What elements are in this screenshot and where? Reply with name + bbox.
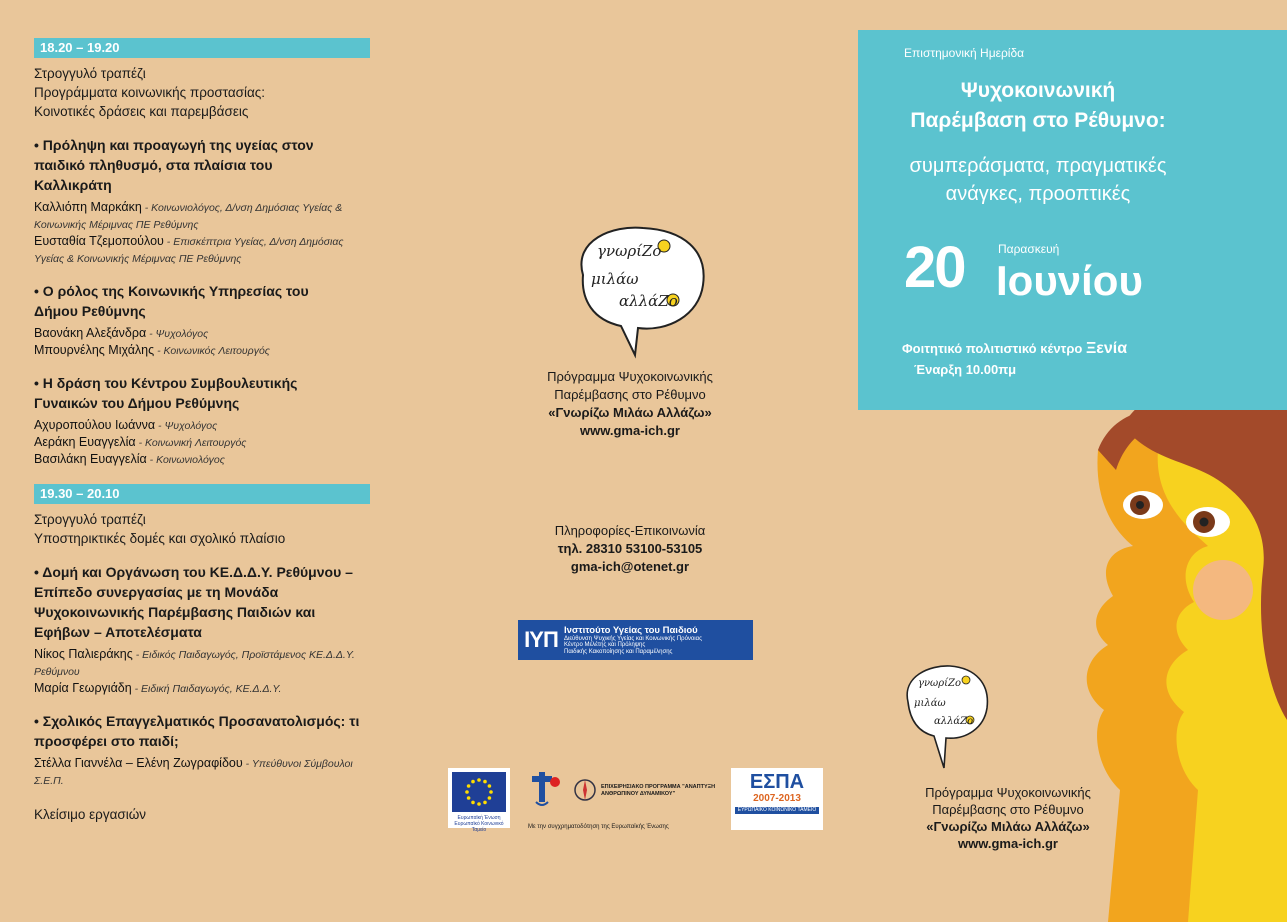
event-weekday: Παρασκευή (998, 242, 1060, 256)
bubble-line-3: αλλάΖο (934, 716, 974, 727)
intro-line: Υποστηρικτικές δομές και σχολικό πλαίσιο (34, 531, 286, 546)
speaker-name: Μπουρνέλης Μιχάλης (34, 343, 155, 357)
program-name: «Γνωρίζω Μιλάω Αλλάζω» (926, 819, 1090, 834)
speaker (34, 755, 374, 789)
speaker-list (34, 417, 374, 468)
speaker (34, 451, 374, 468)
speaker-name: Μαρία Γεωργιάδη (34, 681, 132, 695)
contact-info (470, 522, 790, 576)
speaker-list (34, 755, 374, 789)
contact-heading: Πληροφορίες-Επικοινωνία (554, 523, 706, 538)
speaker-list (34, 325, 374, 359)
speaker (34, 199, 374, 233)
speaker-name: Στέλλα Γιαννέλα – Ελένη Ζωγραφίδου (34, 756, 243, 770)
greek-republic-logo-icon (528, 772, 564, 816)
event-day-number: 20 (904, 235, 965, 300)
speaker (34, 325, 374, 342)
iyp-name: Ινστιτούτο Υγείας του Παιδιού (564, 624, 698, 636)
speaker-role: - Υπεύθυνοι Σύμβουλοι Σ.Ε.Π. (34, 758, 353, 787)
speaker-role: - Κοινωνιολόγος, Δ/νση Δημόσιας Υγείας & Κοινωνικής Μέριμνας ΠΕ Ρεθύμνης (34, 202, 343, 231)
topic-title: • Ο ρόλος της Κοινωνικής Υπηρεσίας του Δήμου Ρεθύμνης (34, 283, 309, 319)
closing-text: Κλείσιμο εργασιών (34, 807, 147, 822)
topic-title: • Δομή και Οργάνωση του ΚΕ.Δ.Δ.Υ. Ρεθύμνου – Επίπεδο συνεργασίας με τη Μονάδα Ψυχοκοινωνικής Παρέμβασης Παιδιών και Εφήβων – Αποτελέσματα (34, 564, 353, 640)
speaker (34, 417, 374, 434)
event-title-line: Παρέμβαση στο Ρέθυμνο: (910, 109, 1166, 132)
bubble-line-3: αλλάΖο (619, 292, 678, 310)
session1-intro (34, 64, 374, 121)
event-start-time: Έναρξη 10.00πμ (914, 362, 1017, 377)
event-month: Ιουνίου (996, 257, 1143, 304)
topic-title: • Σχολικός Επαγγελματικός Προσανατολισμός: τι προσφέρει στο παιδί; (34, 713, 360, 749)
event-title-line: Ψυχοκοινωνική (960, 79, 1116, 102)
intro-line: Στρογγυλό τραπέζι (34, 512, 146, 527)
eu-caption (448, 815, 510, 833)
espa-years: 2007-2013 (753, 793, 801, 804)
speaker-name: Βασιλάκη Ευαγγελία (34, 452, 147, 466)
eu-flag-icon (452, 772, 506, 812)
website-link[interactable]: www.gma-ich.gr (958, 836, 1058, 851)
event-type: Επιστημονική Ημερίδα (904, 46, 1025, 60)
iyp-text (564, 625, 702, 656)
contact-email[interactable]: gma-ich@otenet.gr (570, 559, 690, 574)
eu-logo (448, 768, 510, 833)
speaker (34, 646, 374, 680)
event-subtitle-line: ανάγκες, προοπτικές (945, 183, 1131, 205)
compass-icon (573, 778, 597, 802)
program-line: Πρόγραμμα Ψυχοκοινωνικής (547, 369, 713, 384)
program-line: Παρέμβασης στο Ρέθυμνο (554, 387, 706, 402)
speech-bubble-icon (900, 662, 992, 774)
espa-title: ΕΣΠΑ (749, 771, 805, 793)
event-subtitle (858, 152, 1218, 208)
speaker-name: Ευσταθία Τζεμοπούλου (34, 234, 164, 248)
iyp-line: Κέντρο Μελέτης και Πρόληψης (564, 642, 646, 649)
program-logo-text: ΕΠΙΧΕΙΡΗΣΙΑΚΟ ΠΡΟΓΡΑΜΜΑ "ΑΝΑΠΤΥΞΗ ΑΝΘΡΩΠΙΝΟΥ ΔΥΝΑΜΙΚΟΥ" (601, 784, 716, 797)
speaker-list (34, 646, 374, 697)
event-venue (902, 340, 1127, 358)
cofund-text: Με την συγχρηματοδότηση της Ευρωπαϊκής Ένωσης (528, 824, 669, 830)
speaker-name: Καλλιόπη Μαρκάκη (34, 200, 142, 214)
speaker-name: Αεράκη Ευαγγελία (34, 435, 136, 449)
programme-column (34, 38, 374, 822)
session2-time: 19.30 – 20.10 (34, 484, 370, 504)
cheek-shape (1193, 560, 1253, 620)
session2-intro (34, 510, 374, 548)
topic-title: • Πρόληψη και προαγωγή της υγείας στον παιδικό πληθυσμό, στα πλαίσια του Καλλικράτη (34, 137, 314, 193)
speaker-name: Νίκος Παλιεράκης (34, 647, 133, 661)
intro-line: Κοινοτικές δράσεις και παρεμβάσεις (34, 104, 249, 119)
program-info (470, 368, 790, 440)
iyp-line: Παιδικής Κακοποίησης και Παραμέλησης (564, 648, 673, 655)
bubble-line-2: μιλάω (914, 698, 946, 709)
speaker (34, 680, 374, 697)
speaker-role: - Ειδική Παιδαγωγός, ΚΕ.Δ.Δ.Υ. (131, 683, 282, 695)
speaker-name: Βαονάκη Αλεξάνδρα (34, 326, 147, 340)
program-name: «Γνωρίζω Μιλάω Αλλάζω» (548, 405, 712, 420)
espa-sub: ΕΥΡΩΠΑΪΚΟ ΚΟΙΝΩΝΙΚΟ ΤΑΜΕΙΟ (735, 807, 819, 814)
venue-name: Ξενία (1085, 340, 1128, 357)
speaker-name: Αχυροπούλου Ιωάννα (34, 418, 156, 432)
speaker-role: - Κοινωνική Λειτουργός (135, 437, 247, 449)
program-line: Παρέμβασης στο Ρέθυμνο (932, 802, 1084, 817)
event-header (858, 30, 1287, 410)
event-title (858, 76, 1218, 136)
bubble-line-2: μιλάω (591, 270, 639, 288)
sponsor-logos (448, 768, 817, 833)
iyp-line: Διεύθυνση Ψυχικής Υγείας και Κοινωνικής Πρόνοιας (564, 635, 702, 642)
eu-sub-text: Ευρωπαϊκό Κοινωνικό Ταμείο (454, 821, 504, 833)
cover-panel (858, 30, 1287, 922)
program-line: Πρόγραμμα Ψυχοκοινωνικής (925, 785, 1091, 800)
cover-program-info (888, 784, 1128, 852)
topic-title: • Η δράση του Κέντρου Συμβουλευτικής Γυναικών του Δήμου Ρεθύμνης (34, 375, 298, 411)
eu-caption-text: Ευρωπαϊκή Ένωση (457, 815, 501, 821)
venue-label: Φοιτητικό πολιτιστικό κέντρο (902, 341, 1086, 356)
speech-bubble-icon (563, 220, 713, 360)
bubble-line-1: γνωρίΖο (918, 678, 961, 689)
speaker-role: - Κοινωνικός Λειτουργός (154, 345, 270, 357)
speaker (34, 342, 374, 359)
espa-logo (731, 768, 823, 830)
program-logo (573, 778, 723, 808)
contact-phone: τηλ. 28310 53100-53105 (557, 541, 703, 556)
speaker-role: - Ψυχολόγος (155, 420, 218, 432)
info-column (454, 0, 817, 922)
speaker (34, 233, 374, 267)
speaker (34, 434, 374, 451)
session1-time: 18.20 – 19.20 (34, 38, 370, 58)
speaker-role: - Ψυχολόγος (146, 328, 209, 340)
event-subtitle-line: συμπεράσματα, πραγματικές (909, 155, 1167, 177)
bubble-line-1: γνωρίΖο (597, 242, 662, 260)
speaker-role: - Κοινωνιολόγος (146, 454, 225, 466)
speaker-role: - Ειδικός Παιδαγωγός, Προϊστάμενος ΚΕ.Δ.Δ.Υ. Ρεθύμνου (34, 649, 355, 678)
website-link[interactable]: www.gma-ich.gr (580, 423, 680, 438)
speaker-list (34, 199, 374, 267)
speech-bubble-logo (563, 220, 713, 360)
intro-line: Στρογγυλό τραπέζι (34, 66, 146, 81)
iyp-logo (518, 620, 753, 660)
intro-line: Προγράμματα κοινωνικής προστασίας: (34, 85, 266, 100)
speaker-role: - Επισκέπτρια Υγείας, Δ/νση Δημόσιας Υγείας & Κοινωνικής Μέριμνας ΠΕ Ρεθύμνης (34, 236, 344, 265)
iyp-mark: ΙΥΠ (524, 627, 558, 652)
